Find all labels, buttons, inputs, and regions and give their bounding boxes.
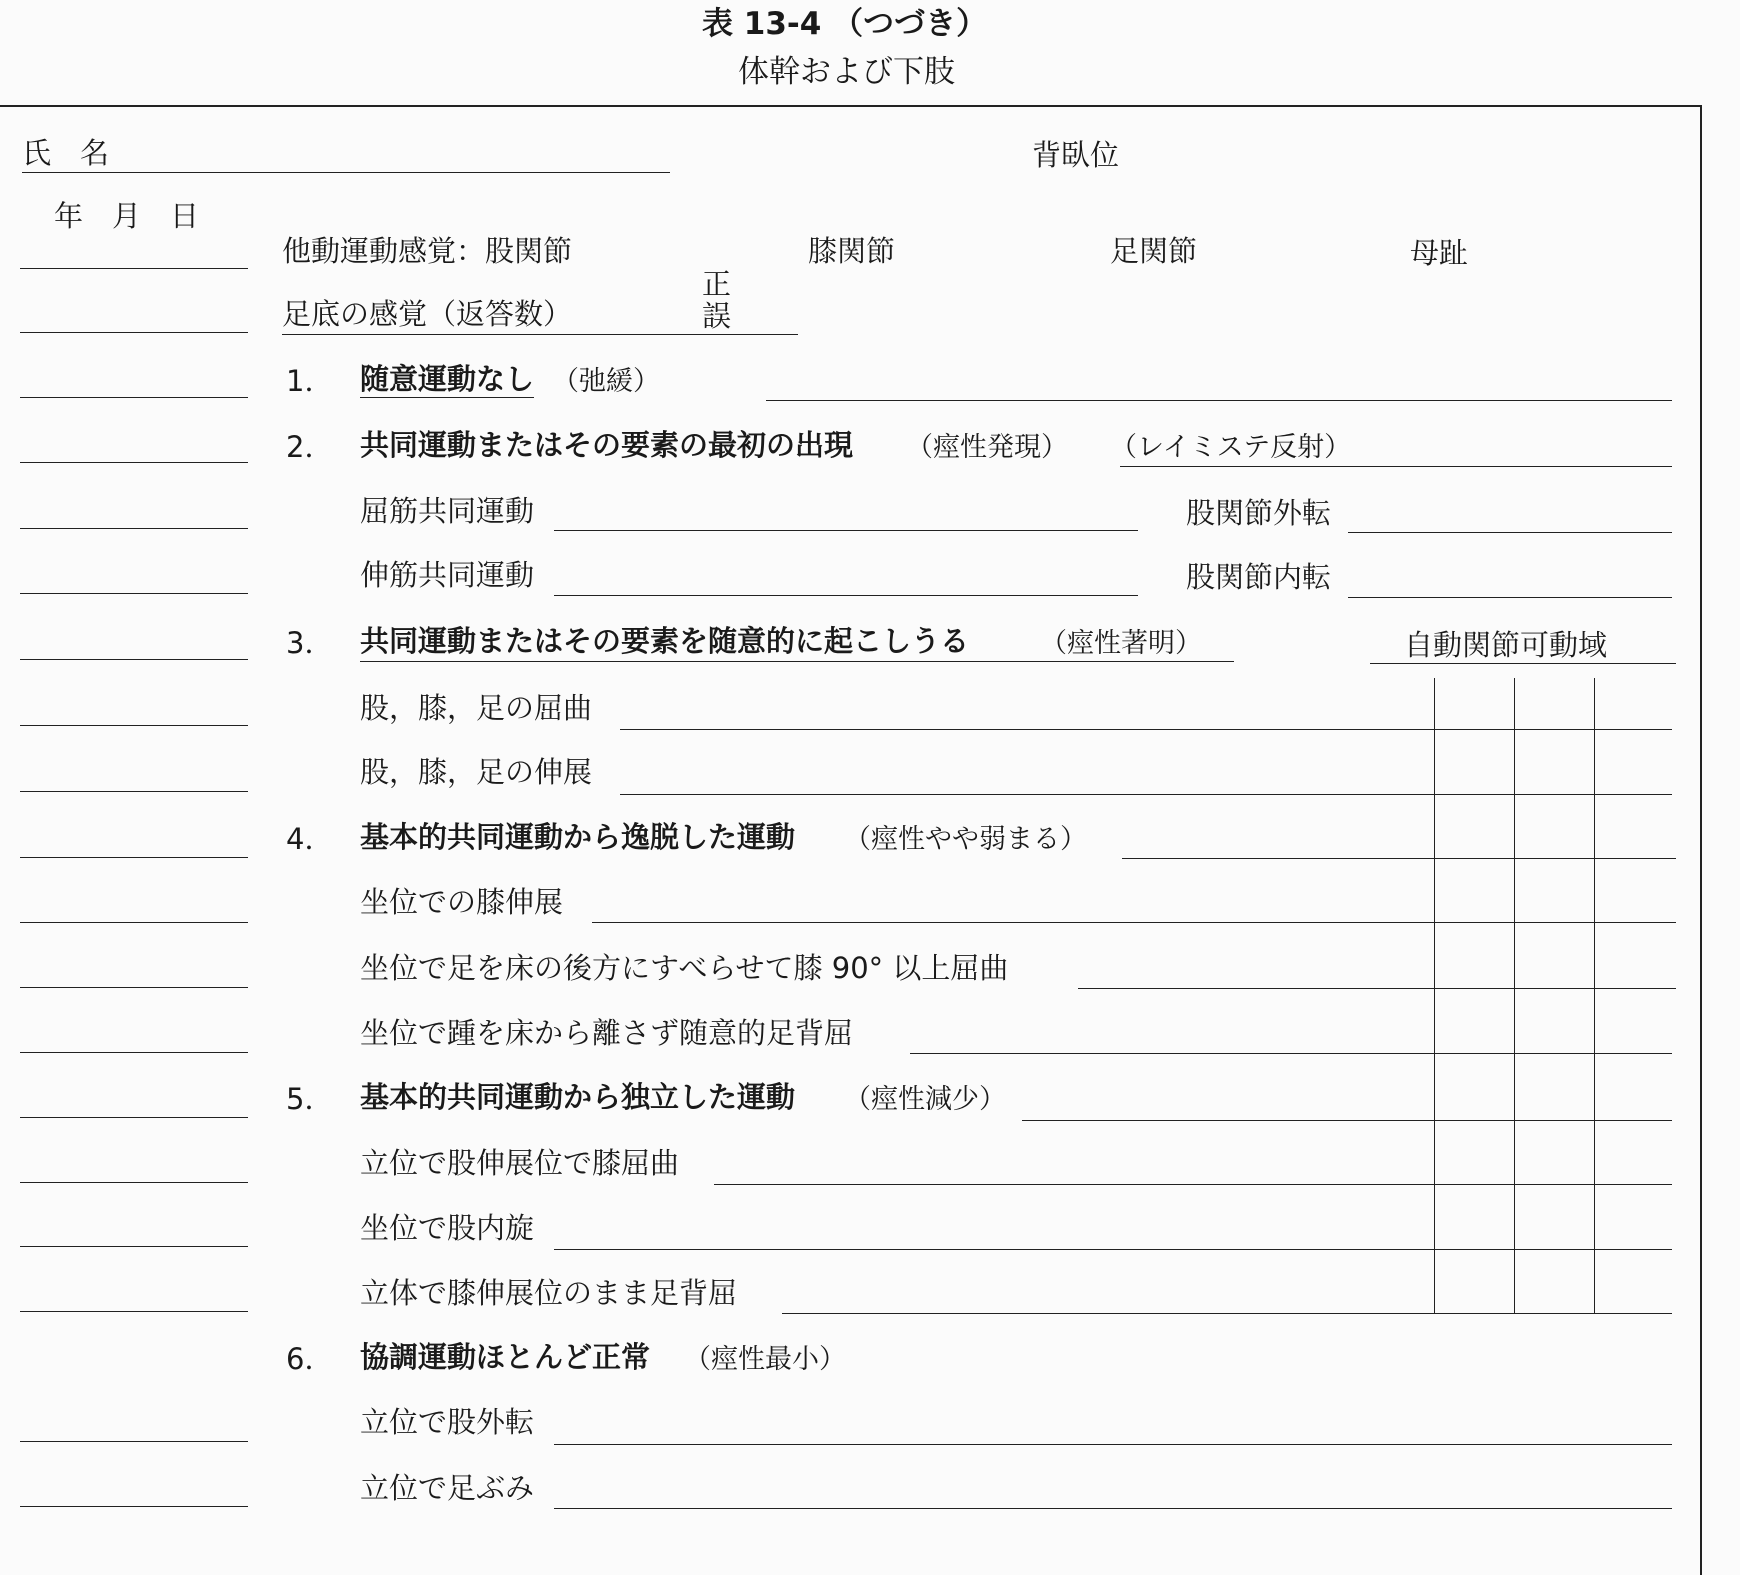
item-label: 坐位で股内旋 [360,1211,535,1245]
item-label: 坐位での膝伸展 [360,885,564,919]
sole-sensation-field[interactable] [282,334,798,335]
date-field[interactable] [20,462,248,463]
section-title: 随意運動なし [360,362,535,396]
dorsiflexion-field[interactable] [910,1053,1672,1054]
section-note: （痙性発現） [906,432,1068,463]
item-label: 股，膝，足の屈曲 [360,691,593,725]
date-field[interactable] [20,528,248,529]
item-label: 股関節外転 [1186,496,1332,530]
flexor-field[interactable] [554,530,1138,531]
date-field[interactable] [20,857,248,858]
date-field[interactable] [20,922,248,923]
correct-label: 正 [702,267,732,301]
item-label: 坐位で足を床の後方にすべらせて膝 90° 以上屈曲 [360,951,1009,985]
table-title: 表 13-4 （つづき） [702,6,988,42]
section-3-underline [360,661,1234,662]
table-subtitle: 体幹および下肢 [738,54,955,90]
rom-grid-line [1594,678,1595,1313]
rom-header-line [1370,663,1676,664]
date-field[interactable] [20,1117,248,1118]
item-label: 伸筋共同運動 [360,558,535,592]
date-label: 年 月 日 [54,199,200,233]
stepping-field[interactable] [554,1508,1672,1509]
section-1-field[interactable] [766,400,1672,401]
rom-grid-line [1434,678,1435,1313]
item-label: 立位で股伸展位で膝屈曲 [360,1146,680,1180]
section-note: （痙性最小） [684,1344,846,1375]
date-field[interactable] [20,593,248,594]
reflex-label: （レイミステ反射） [1110,432,1352,463]
name-label: 氏 名 [22,136,110,170]
section-number: 6． [286,1342,334,1376]
hip-internal-rotation-field[interactable] [554,1249,1672,1250]
item-label: 立位で足ぶみ [360,1471,535,1505]
knee-flexion-field[interactable] [1078,988,1676,989]
section-title: 共同運動またはその要素を随意的に起こしうる [360,624,970,658]
knee-label: 膝関節 [808,234,896,268]
section-note: （痙性減少） [844,1084,1006,1115]
section-title: 基本的共同運動から逸脱した運動 [360,820,796,854]
toe-label: 母趾 [1410,236,1469,270]
section-5-field[interactable] [1022,1120,1672,1121]
rom-grid-line [1514,678,1515,1313]
standing-dorsiflexion-field[interactable] [782,1313,1672,1314]
item-label: 股関節内転 [1186,560,1332,594]
section-title: 共同運動またはその要素の最初の出現 [360,428,854,462]
extensor-field[interactable] [554,595,1138,596]
section-title: 基本的共同運動から独立した運動 [360,1080,796,1114]
date-field[interactable] [20,268,248,269]
date-field[interactable] [20,1246,248,1247]
date-field[interactable] [20,1311,248,1312]
item-label: 坐位で踵を床から離さず随意的足背屈 [360,1016,854,1050]
error-label: 誤 [702,299,732,333]
reflex-field[interactable] [1120,466,1672,467]
item-label: 股，膝，足の伸展 [360,755,593,789]
position-label: 背臥位 [1032,138,1120,172]
rom-label: 自動関節可動域 [1404,628,1608,662]
date-field[interactable] [20,1441,248,1442]
section-number: 3． [286,626,334,660]
item-label: 立位で股外転 [360,1405,535,1439]
standing-knee-flexion-field[interactable] [714,1184,1672,1185]
section-note: （痙性著明） [1040,628,1202,659]
date-field[interactable] [20,725,248,726]
item-label: 立体で膝伸展位のまま足背屈 [360,1276,738,1310]
date-field[interactable] [20,397,248,398]
section-title: 協調運動ほとんど正常 [360,1340,651,1374]
date-field[interactable] [20,1182,248,1183]
passive-sense-label: 他動運動感覚：股関節 [282,234,573,268]
section-4-field[interactable] [1122,858,1676,859]
section-number: 4． [286,822,334,856]
date-field[interactable] [20,987,248,988]
item-label: 屈筋共同運動 [360,494,535,528]
sole-sensation-label: 足底の感覚（返答数） [282,297,573,331]
section-note: （痙性やや弱まる） [844,824,1087,855]
name-field[interactable] [22,172,670,173]
date-field[interactable] [20,1506,248,1507]
date-field[interactable] [20,332,248,333]
section-number: 2． [286,430,334,464]
date-field[interactable] [20,659,248,660]
section-note: （弛緩） [552,366,660,397]
hip-adduction-field[interactable] [1348,597,1672,598]
date-field[interactable] [20,791,248,792]
date-field[interactable] [20,1052,248,1053]
hip-abduction-field[interactable] [1348,532,1672,533]
hip-abduction-standing-field[interactable] [554,1444,1672,1445]
section-number: 5． [286,1082,334,1116]
ankle-label: 足関節 [1110,234,1198,268]
section-number: 1． [286,364,334,398]
